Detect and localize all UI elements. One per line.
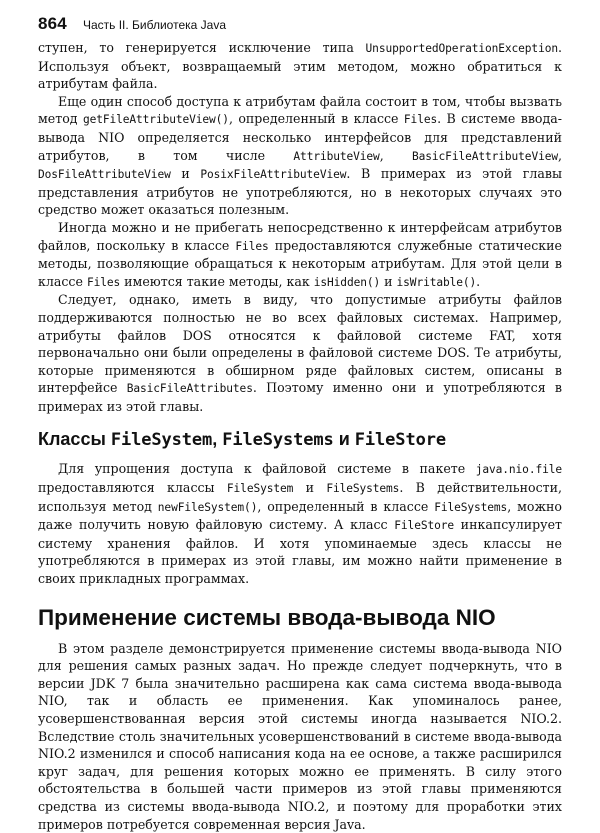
code-attribute-view: AttributeView [293,149,380,163]
code-java-nio-file: java.nio.file [475,463,562,477]
code-is-hidden: isHidden() [313,275,381,289]
text: . В примерах из этой главы представления атрибутов не употребляются, но в некоторых случаях это средство может оказаться полезным. [38,166,562,218]
text: и [333,429,355,450]
code-filesystems: FileSystems [434,500,508,514]
running-head: Часть II. Библиотека Java [82,18,226,32]
text: инкапсулирует систему хранения файлов. И хотя упоминаемые здесь классы не употребляются в примерах из этой главы, им можно найти применение в своих прикладных программах. [38,517,562,587]
text: , можно даже получить новую файловую систему. А класс [38,498,563,533]
code-filesystems: FileSystems [326,482,400,496]
text: ступен, то генерируется исключение типа [38,40,366,55]
code-files: Files [235,239,269,253]
code-unsupported-operation-exception: UnsupportedOperationException [365,42,558,55]
text: . Поэтому именно они и употребляются в примерах из этой главы. [38,380,562,414]
text: . Используя объект, возвращаемый этим методом, можно обратиться к атрибутам файла. [38,40,562,92]
text: предоставляются служебные статические методы, позволяющие обращаться к некоторым атрибутам. Для этой цели в классе [38,237,562,289]
code-basic-file-attributes: BasicFileAttributes [126,382,253,396]
text: Следует, однако, иметь в виду, что допустимые атрибуты файлов поддерживаются полностью не во всех файловых системах. Например, атрибуты файлов DOS относятся к файловой системе FAT, хотя первоначально они были определены в файловой системе DOS. Те атрибуты, которые применяются в обширном ряде файловых систем, описаны в интерфейсе [38,292,562,396]
code-filesystems: FileSystems [222,430,334,451]
code-filestore: FileStore [354,430,446,451]
text: , [212,429,223,450]
page-content [38,39,562,833]
code-dos-file-attribute-view: DosFileAttributeView [38,168,171,182]
paragraph-nio-intro: В этом разделе демонстрируется применение системы ввода-вывода NIO для решения самых разных задач. Но прежде следует подчеркнуть, что в версии JDK 7 была значительно расширена как сама система ввода-вывода NIO, так и область ее применения. Как упоминалось ранее, усовершенствованная версия этой системы иногда называется NIO.2. Вследствие столь значительных усовершенствований в системе ввода-вывода NIO.2 изменился и способ написания кода на ее основе, а также расширился круг задач, для решения которых можно ее применять. В силу этого обстоятельства в большей части примеров из этой главы применяются средства из системы ввода-вывода NIO.2, и поэтому для проработки этих примеров потребуется современная версия Java. [38,640,562,832]
paragraph-file-attributes-support [38,291,562,415]
text: , [557,147,562,163]
code-get-file-attribute-view: getFileAttributeView() [82,113,229,127]
section-heading-nio: Применение системы ввода-вывода NIO [38,604,496,630]
code-filestore: FileStore [394,519,455,533]
text: и [293,480,327,496]
text: Иногда можно и не прибегать непосредственно к интерфейсам атрибутов файлов, поскольку в классе [38,219,562,253]
paragraph-static-methods [38,219,562,291]
code-new-file-system: newFileSystem() [157,500,258,514]
paragraph-continued [38,39,562,93]
page-header [38,14,563,38]
page-number: 864 [38,14,67,33]
text: , определенный в классе [228,111,404,127]
code-is-writable: isWritable() [396,275,477,289]
text: Еще один способ доступа к атрибутам файла состоит в том, чтобы вызвать метод [38,93,562,127]
text: и [170,166,201,182]
paragraph-filesystem-classes [38,460,562,587]
text: , определенный в классе [257,498,435,514]
text: имеются такие методы, как [120,273,314,289]
code-filesystem: FileSystem [226,482,294,496]
paragraph-attribute-views [38,93,562,219]
code-filesystem: FileSystem [110,430,213,451]
code-files: Files [86,275,121,289]
text: . В действительности, используя метод [38,480,562,514]
text: , [379,147,412,163]
text: и [380,273,397,289]
text: предоставляются классы [38,480,227,496]
text: . В системе ввода-вывода NIO определяется несколько интерфейсов для представлений атрибутов, в том числе [38,111,563,163]
text: Классы [38,429,111,450]
text: Для упрощения доступа к файловой системе в пакете [58,461,476,477]
section-heading-classes [38,427,562,452]
code-basic-file-attribute-view: BasicFileAttributeView [412,149,558,163]
text: . [476,273,481,289]
code-posix-file-attribute-view: PosixFileAttributeView [200,168,347,182]
code-files: Files [403,113,438,127]
